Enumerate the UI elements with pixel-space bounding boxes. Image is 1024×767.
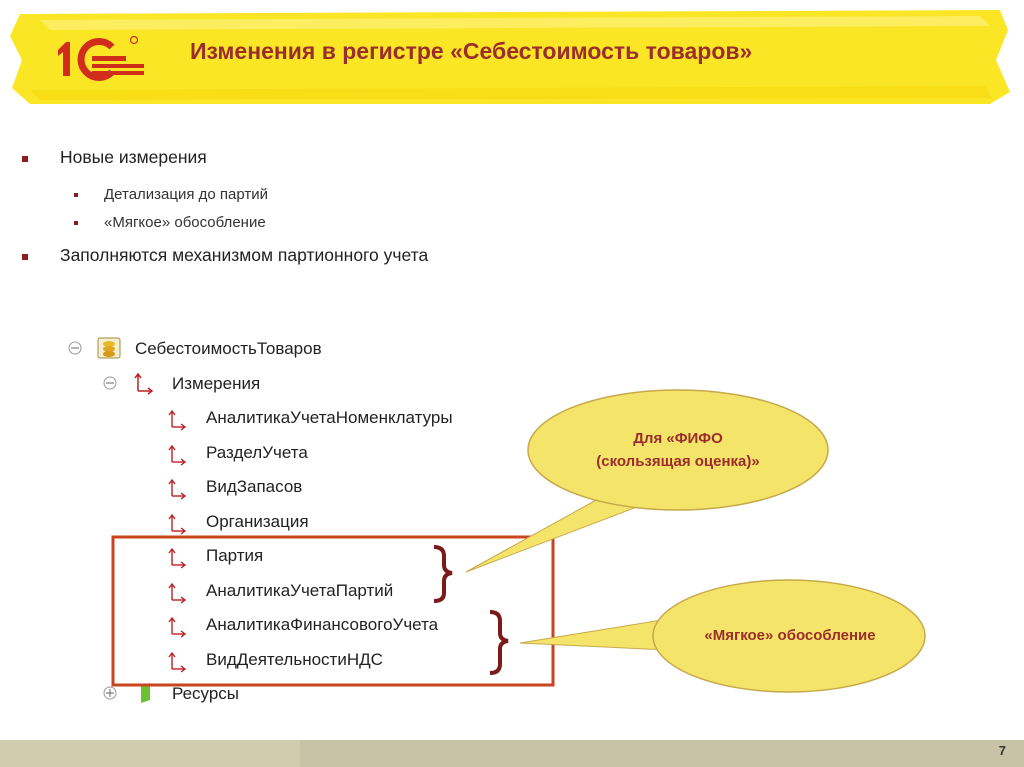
dimension-icon [168,651,188,673]
tree-resources[interactable]: Ресурсы [172,684,240,703]
bullet-batch-accounting: Заполняются механизмом партионного учета [60,245,429,265]
tree-root[interactable]: СебестоимостьТоваров [135,339,322,358]
callout-fifo-text [548,427,808,473]
tree-dimension-item[interactable]: ВидЗапасов [206,477,303,496]
slide-title: Изменения в регистре «Себестоимость товаров» [190,38,753,64]
bullet-marker [22,254,28,260]
sub-bullet-batch-detail: Детализация до партий [104,186,269,203]
callout-soft-text: «Мягкое» обособление [704,627,876,644]
callout-fifo [466,390,828,572]
tree-dimension-item[interactable]: ВидДеятельностиНДС [206,649,383,669]
tree-dimensions[interactable]: Измерения [172,374,261,393]
callout-fifo-line1: Для «ФИФО [633,430,723,447]
tree-dimension-item[interactable]: АналитикаФинансовогоУчета [206,615,439,634]
tree-graphics [69,342,116,699]
sub-bullet-soft-separation: «Мягкое» обособление [104,214,266,231]
bullet-marker [22,156,28,162]
tree-dimension-item[interactable]: Организация [206,511,309,531]
tree-dimension-item[interactable]: АналитикаУчетаПартий [206,580,394,600]
sub-bullet-marker [74,193,78,197]
sub-bullet-marker [74,221,78,225]
bullet-new-dimensions: Новые измерения [60,147,207,167]
tree-dimension-item[interactable]: АналитикаУчетаНоменклатуры [206,408,453,427]
dimensions-icon [135,374,152,394]
dimension-icon [168,513,188,535]
tree-dimension-item[interactable]: Партия [206,546,264,565]
brace-2 [490,612,508,673]
dimension-icon [168,478,188,500]
callout-fifo-line2: (скользящая оценка)» [596,453,760,470]
dimension-icon [168,444,188,466]
register-icon [98,338,120,358]
tree-dimension-item[interactable]: РазделУчета [206,442,308,462]
page-number: 7 [998,743,1006,758]
dimension-icon [168,616,188,638]
brace-1 [434,547,452,601]
dimension-icon [168,547,188,569]
dimension-icon [168,582,188,604]
dimension-icon [168,409,188,431]
